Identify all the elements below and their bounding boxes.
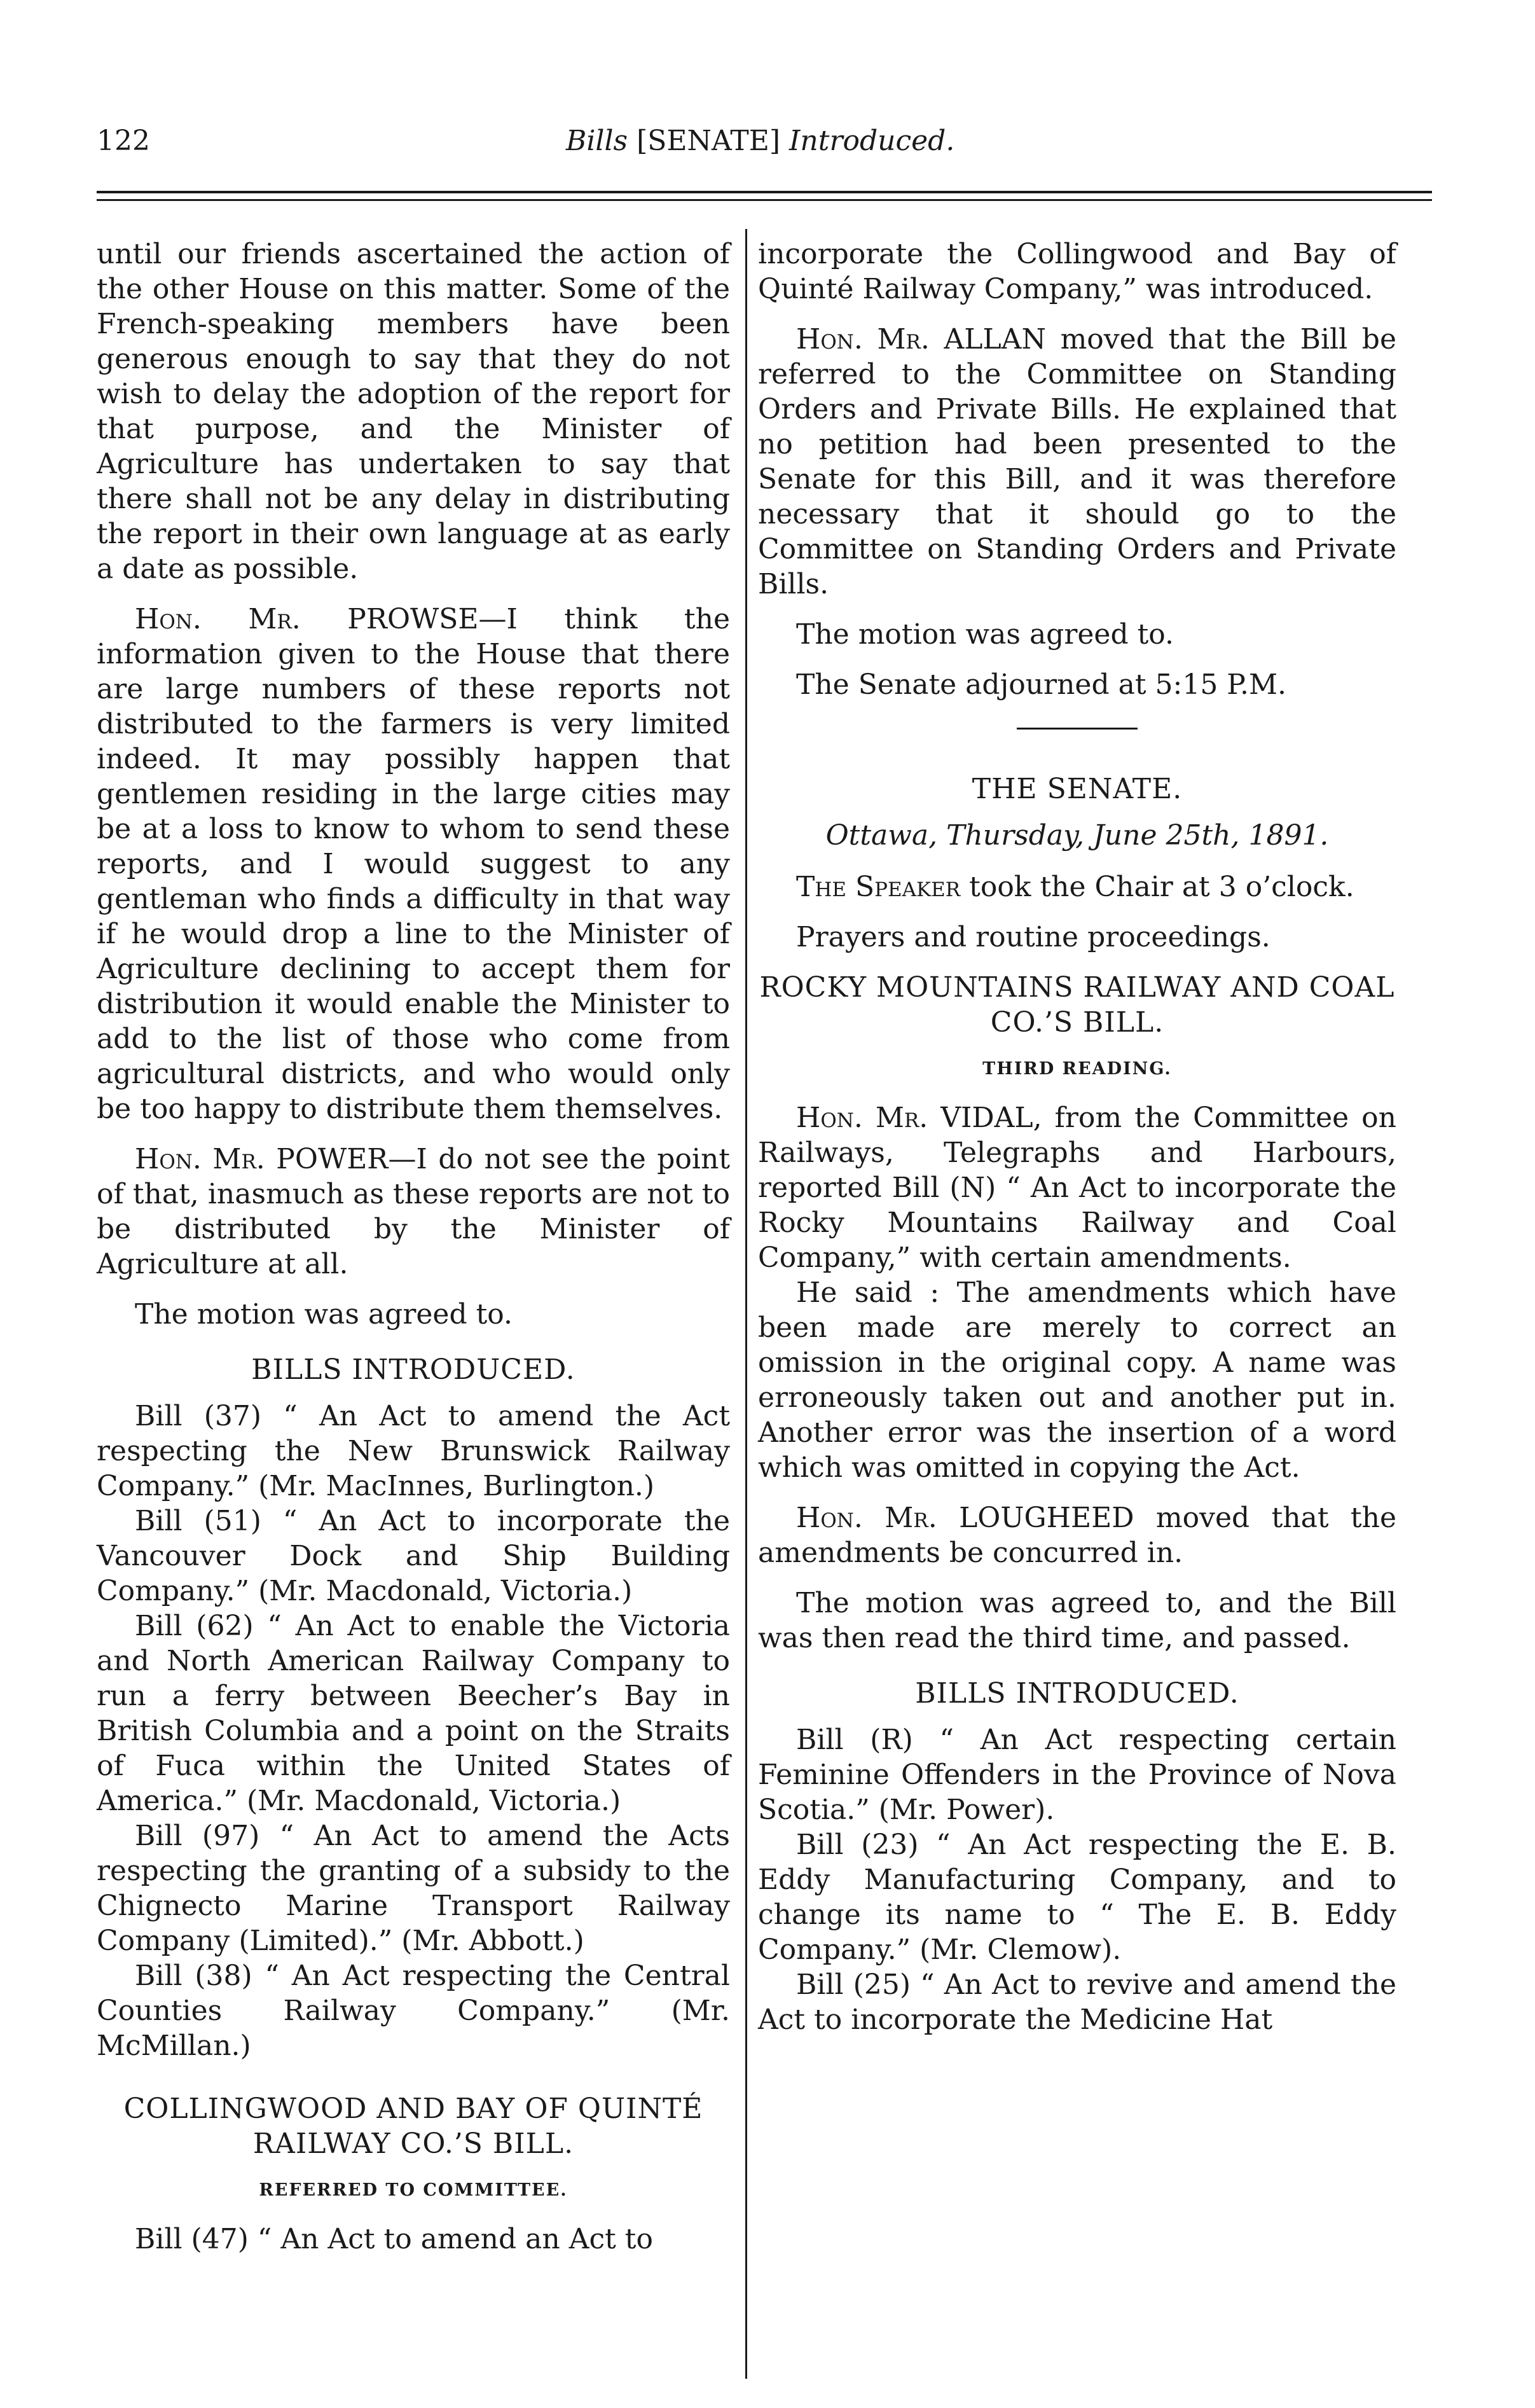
heading-the-senate: THE SENATE.	[972, 773, 1183, 805]
subheading-referred: REFERRED TO COMMITTEE.	[259, 2180, 568, 2200]
left-column	[97, 237, 730, 2257]
paragraph-adjourned: The Senate adjourned at 5:15 P.M.	[796, 668, 1287, 701]
bill-23: Bill (23) “ An Act respecting the E. B. Eddy Manufacturing Company, and to change its name to “ The E. B. Eddy Company.” (Mr. Clemow).	[758, 1829, 1396, 1966]
paragraph-collingwood-continuation: incorporate the Collingwood and Bay of Quinté Railway Company,” was introduced.	[758, 238, 1396, 305]
paragraph-prowse	[97, 602, 730, 1126]
column-divider	[745, 229, 747, 2379]
bill-38: Bill (38) “ An Act respecting the Central Counties Railway Company.” (Mr. McMillan.)	[97, 1960, 730, 2062]
paragraph-allan	[758, 322, 1396, 602]
speaker-power: Hon. Mr. POWER	[135, 1143, 389, 1175]
paragraph-bill-passed: The motion was agreed to, and the Bill was then read the third time, and passed.	[758, 1587, 1396, 1654]
speaker-vidal: Hon. Mr. VIDAL	[796, 1102, 1033, 1134]
speech-power: —I do not see the point of that, inasmuch as these reports are not to be distributed by the Minister of Agriculture at all.	[97, 1143, 730, 1280]
running-title-senate: [SENATE]	[637, 125, 781, 157]
speech-allan: moved that the Bill be referred to the Committee on Standing Orders and Private Bills. He explained that no petition had been presented to the Senate for this Bill, and it was therefore necessary that it should go to the Committee on Standing Orders and Private Bills.	[758, 323, 1396, 600]
paragraph-speaker	[758, 869, 1396, 904]
running-title	[566, 125, 954, 157]
heading-collingwood: COLLINGWOOD AND BAY OF QUINTÉ RAILWAY CO.’S BILL.	[123, 2093, 703, 2160]
header-rule-bottom	[97, 199, 1432, 201]
running-title-bills: Bills	[566, 125, 637, 157]
speaker-text: took the Chair at 3 o’clock.	[960, 871, 1354, 903]
speech-prowse: —I think the information given to the House that there are large numbers of these reports not distributed to the farmers is very limited indeed. It may possibly happen that gentlemen residing in the large cities may be at a loss to know to whom to send these reports, and I would suggest to any gentleman who finds a difficulty in that way if he would drop a line to the Minister of Agriculture declining to accept them for distribution it would enable the Minister to add to the list of those who come from agricultural districts, and who would only be too happy to distribute them themselves.	[97, 603, 730, 1125]
speaker-allan: Hon. Mr. ALLAN	[796, 323, 1046, 356]
dateline: Ottawa, Thursday, June 25th, 1891.	[825, 819, 1329, 852]
heading-bills-introduced-left: BILLS INTRODUCED.	[251, 1353, 575, 1386]
speaker-prowse: Hon. Mr. PROWSE	[135, 603, 479, 635]
paragraph-vidal	[758, 1100, 1396, 1275]
paragraph-he-said: He said : The amendments which have been made are merely to correct an omission in the original copy. A name was erroneously taken out and another put in. Another error was the insertion of a word which was omitted in copying the Act.	[758, 1277, 1396, 1484]
paragraph-power	[97, 1142, 730, 1282]
bill-r: Bill (R) “ An Act respecting certain Feminine Offenders in the Province of Nova Scotia.” (Mr. Power).	[758, 1724, 1396, 1826]
subheading-third-reading: THIRD READING.	[982, 1059, 1172, 1079]
header-rule-top	[97, 191, 1432, 193]
bill-97: Bill (97) “ An Act to amend the Acts respecting the granting of a subsidy to the Chignecto Marine Transport Railway Company (Limited).” (Mr. Abbott.)	[97, 1820, 730, 1957]
right-column	[758, 237, 1396, 2037]
paragraph-prayers: Prayers and routine proceedings.	[796, 921, 1270, 953]
bill-25: Bill (25) “ An Act to revive and amend the Act to incorporate the Medicine Hat	[758, 1969, 1396, 2036]
running-title-introduced: Introduced.	[780, 125, 955, 157]
speaker-lougheed: Hon. Mr. LOUGHEED	[796, 1502, 1134, 1534]
paragraph-continuation: until our friends ascertained the action of the other House on this matter. Some of the French-speaking members have been generous enough to say that they do not wish to delay the adoption of the report for that purpose, and the Minister of Agriculture has undertaken to say that there shall not be any delay in distributing the report in their own language at as early a date as possible.	[97, 238, 730, 585]
heading-rocky-mountains: ROCKY MOUNTAINS RAILWAY AND COAL CO.’S BILL.	[759, 971, 1395, 1039]
paragraph-motion-agreed-right: The motion was agreed to.	[796, 618, 1174, 651]
paragraph-lougheed	[758, 1500, 1396, 1570]
speaker-label: The Speaker	[796, 871, 961, 903]
bill-37: Bill (37) “ An Act to amend the Act respecting the New Brunswick Railway Company.” (Mr. MacInnes, Burlington.)	[97, 1400, 730, 1502]
page-number: 122	[97, 125, 150, 157]
paragraph-motion-agreed: The motion was agreed to.	[135, 1298, 513, 1331]
bill-51: Bill (51) “ An Act to incorporate the Vancouver Dock and Ship Building Company.” (Mr. Macdonald, Victoria.)	[97, 1505, 730, 1607]
speech-vidal: , from the Committee on Railways, Telegraphs and Harbours, reported Bill (N) “ An Act to incorporate the Rocky Mountains Railway and Coal Company,” with certain amendments.	[758, 1102, 1397, 1274]
speech-lougheed: moved that the amendments be concurred in.	[758, 1502, 1396, 1569]
bill-47: Bill (47) “ An Act to amend an Act to	[135, 2223, 653, 2255]
heading-bills-introduced-right: BILLS INTRODUCED.	[915, 1677, 1239, 1710]
section-divider	[1017, 728, 1138, 730]
bill-62: Bill (62) “ An Act to enable the Victoria and North American Railway Company to run a ferry between Beecher’s Bay in British Columbia and a point on the Straits of Fuca within the United States of America.” (Mr. Macdonald, Victoria.)	[97, 1610, 730, 1817]
